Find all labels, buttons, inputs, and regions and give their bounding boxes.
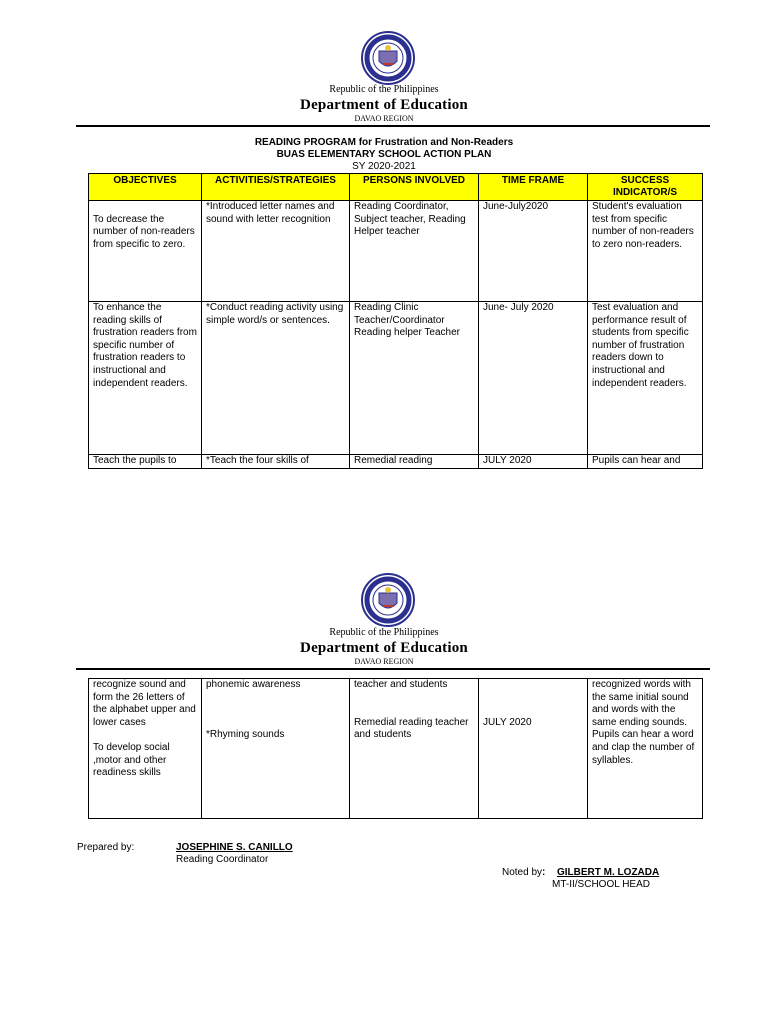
header-activities: ACTIVITIES/STRATEGIES bbox=[202, 174, 350, 201]
region-label: DAVAO REGION bbox=[354, 657, 414, 666]
row1-success: Student's evaluation test from specific number of non-readers to zero non-readers. bbox=[588, 201, 703, 302]
republic-label: Republic of the Philippines bbox=[329, 84, 439, 95]
row4-time-frame: JULY 2020 bbox=[479, 679, 588, 819]
row1-objective: To decrease the number of non-readers from specific to zero. bbox=[89, 201, 202, 302]
noted-by-name: GILBERT M. LOZADA bbox=[557, 867, 660, 878]
school-year: SY 2020-2021 bbox=[352, 161, 416, 172]
table-row bbox=[89, 201, 703, 302]
header-objectives: OBJECTIVES bbox=[89, 174, 202, 201]
table-row bbox=[89, 455, 703, 469]
action-plan-table-page2 bbox=[88, 678, 703, 819]
row2-success: Test evaluation and performance result of students from specific number of frustration readers down to instructional and independent readers. bbox=[588, 302, 703, 455]
noted-by-colon: : bbox=[542, 867, 546, 878]
prepared-by-label: Prepared by: bbox=[77, 842, 135, 853]
noted-by-label bbox=[502, 867, 545, 878]
row2-persons: Reading Clinic Teacher/Coordinator Reading helper Teacher bbox=[350, 302, 479, 455]
header-time-frame: TIME FRAME bbox=[479, 174, 588, 201]
noted-by-text: Noted by bbox=[502, 867, 543, 878]
row1-activity: *Introduced letter names and sound with letter recognition bbox=[202, 201, 350, 302]
table-header-row bbox=[89, 174, 703, 201]
program-title-rest: for Frustration and Non-Readers bbox=[355, 137, 514, 148]
deped-seal-icon bbox=[361, 573, 415, 627]
row3-activity: *Teach the four skills of bbox=[202, 455, 350, 469]
row4-success: recognized words with the same initial sound and words with the same ending sounds. Pupils can hear a word and clap the number of syllables. bbox=[588, 679, 703, 819]
row2-time-frame: June- July 2020 bbox=[479, 302, 588, 455]
program-title bbox=[0, 137, 768, 148]
header-divider bbox=[76, 125, 710, 127]
action-plan-title: BUAS ELEMENTARY SCHOOL ACTION PLAN bbox=[276, 149, 492, 160]
row2-objective: To enhance the reading skills of frustration readers from specific number of frustration readers to instructional and independent readers. bbox=[89, 302, 202, 455]
row3-success: Pupils can hear and bbox=[588, 455, 703, 469]
row3-time-frame: JULY 2020 bbox=[479, 455, 588, 469]
row3-objective: Teach the pupils to bbox=[89, 455, 202, 469]
department-title: Department of Education bbox=[300, 97, 468, 113]
header-divider bbox=[76, 668, 710, 670]
region-label: DAVAO REGION bbox=[354, 114, 414, 123]
action-plan-table-page1 bbox=[88, 173, 703, 469]
row1-time-frame: June-July2020 bbox=[479, 201, 588, 302]
prepared-by-title: Reading Coordinator bbox=[176, 854, 269, 865]
table-row bbox=[89, 679, 703, 819]
header-persons: PERSONS INVOLVED bbox=[350, 174, 479, 201]
prepared-by-name: JOSEPHINE S. CANILLO bbox=[176, 842, 293, 853]
row4-activity: phonemic awareness *Rhyming sounds bbox=[202, 679, 350, 819]
row2-activity: *Conduct reading activity using simple word/s or sentences. bbox=[202, 302, 350, 455]
department-title: Department of Education bbox=[300, 640, 468, 656]
row1-persons: Reading Coordinator, Subject teacher, Reading Helper teacher bbox=[350, 201, 479, 302]
row4-persons: teacher and students Remedial reading teacher and students bbox=[350, 679, 479, 819]
program-title-bold: READING PROGRAM bbox=[254, 137, 356, 148]
republic-label: Republic of the Philippines bbox=[329, 627, 439, 638]
table-row bbox=[89, 302, 703, 455]
deped-seal-icon bbox=[361, 31, 415, 85]
noted-by-title: MT-II/SCHOOL HEAD bbox=[552, 879, 650, 890]
header-success: SUCCESS INDICATOR/S bbox=[588, 174, 703, 201]
row4-objective: recognize sound and form the 26 letters of the alphabet upper and lower cases To develop social ,motor and other readiness skills bbox=[89, 679, 202, 819]
row3-persons: Remedial reading bbox=[350, 455, 479, 469]
